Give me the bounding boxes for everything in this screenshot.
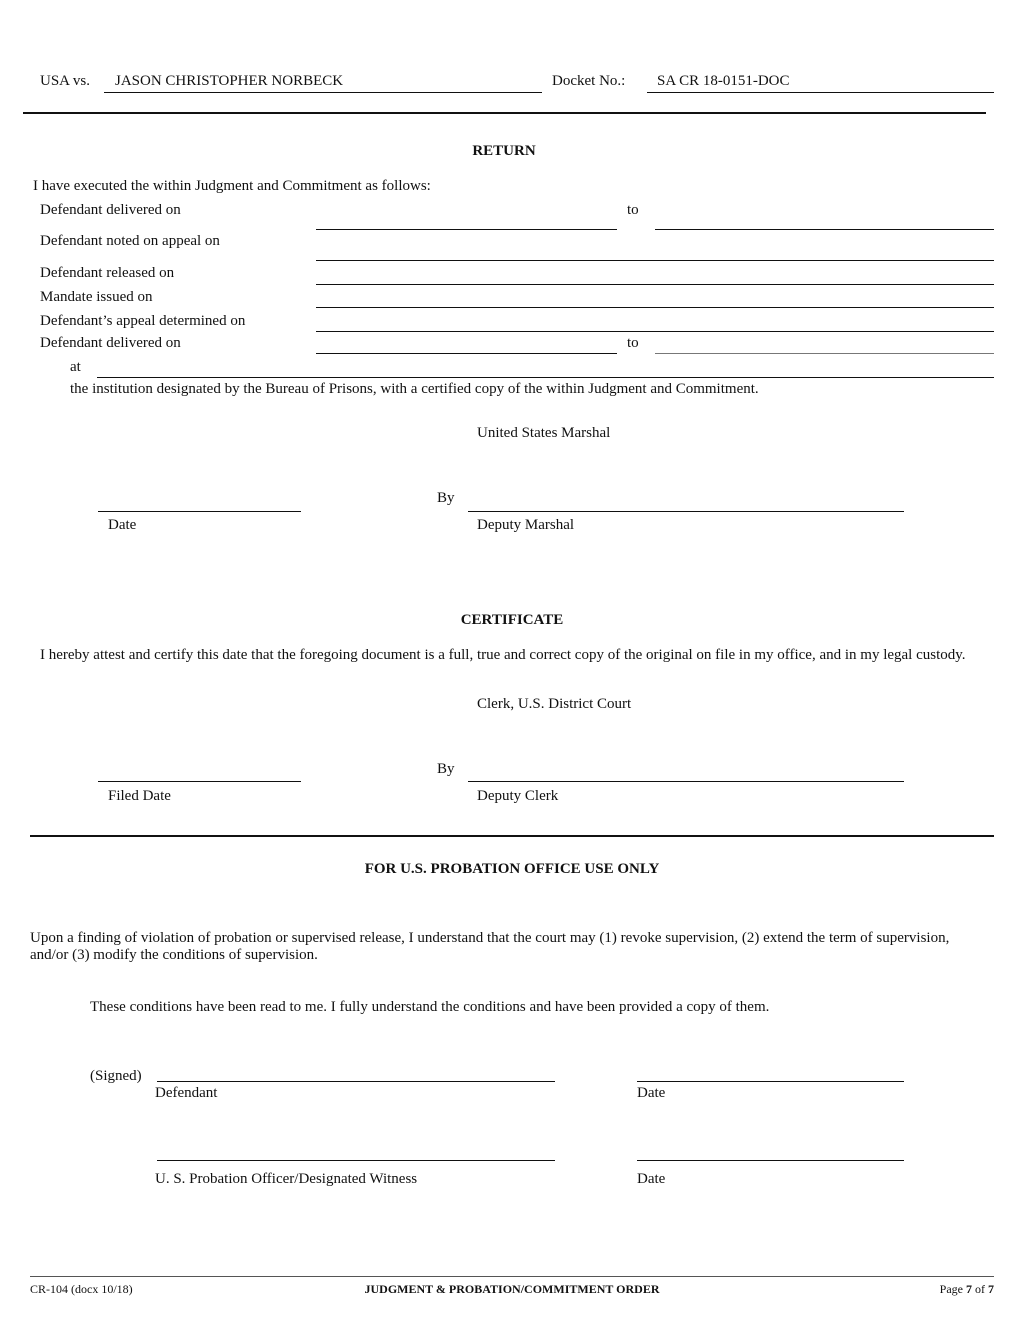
certificate-title: CERTIFICATE <box>460 612 564 628</box>
by-label: By <box>437 761 455 777</box>
return-row-to: to <box>627 202 639 218</box>
docket-number-line <box>647 92 994 93</box>
appeal-determined-line <box>316 331 994 332</box>
usa-vs-label: USA vs. <box>40 73 91 89</box>
defendant-name: JASON CHRISTOPHER NORBECK <box>115 73 344 89</box>
clerk-title: Clerk, U.S. District Court <box>477 696 632 712</box>
date-label: Date <box>637 1171 666 1187</box>
return-row-label: Defendant noted on appeal on <box>40 233 220 249</box>
return-row-label: Mandate issued on <box>40 289 153 305</box>
page-total: 7 <box>988 1282 994 1296</box>
institution-text: the institution designated by the Bureau of Prisons, with a certified copy of the within Judgment and Commitment. <box>70 381 759 397</box>
return-title: RETURN <box>472 143 536 159</box>
deputy-marshal-line <box>468 511 904 512</box>
at-line <box>97 377 994 378</box>
defendant-date-line <box>637 1081 904 1082</box>
date-label: Date <box>108 517 137 533</box>
deputy-clerk-line <box>468 781 904 782</box>
return-intro: I have executed the within Judgment and Commitment as follows: <box>33 178 431 194</box>
page-current: 7 <box>966 1282 972 1296</box>
signed-label: (Signed) <box>90 1068 142 1084</box>
date-label: Date <box>637 1085 666 1101</box>
return-row-label: Defendant delivered on <box>40 335 181 351</box>
deputy-marshal-label: Deputy Marshal <box>477 517 575 533</box>
defendant-name-line <box>104 92 542 93</box>
released-on-line <box>316 284 994 285</box>
conditions-text: These conditions have been read to me. I fully understand the conditions and have been provided a copy of them. <box>90 999 770 1015</box>
probation-title: FOR U.S. PROBATION OFFICE USE ONLY <box>364 861 660 877</box>
docket-number: SA CR 18-0151-DOC <box>657 73 790 89</box>
certificate-text: I hereby attest and certify this date that the foregoing document is a full, true and correct copy of the original on file in my office, and in my legal custody. <box>40 647 966 663</box>
officer-signature-line <box>157 1160 555 1161</box>
footer-title: JUDGMENT & PROBATION/COMMITMENT ORDER <box>364 1282 660 1296</box>
appeal-on-line <box>316 260 994 261</box>
footer-divider <box>30 1276 994 1277</box>
by-label: By <box>437 490 455 506</box>
officer-label: U. S. Probation Officer/Designated Witness <box>155 1171 418 1187</box>
page-prefix: Page <box>939 1282 963 1296</box>
return-row-label: Defendant’s appeal determined on <box>40 313 246 329</box>
section-divider <box>30 835 994 837</box>
defendant-label: Defendant <box>155 1085 218 1101</box>
filed-date-label: Filed Date <box>108 788 171 804</box>
defendant-signature-line <box>157 1081 555 1082</box>
return-row-label: Defendant released on <box>40 265 175 281</box>
delivered-on-line-2 <box>316 353 617 354</box>
officer-date-line <box>637 1160 904 1161</box>
mandate-issued-line <box>316 307 994 308</box>
deputy-clerk-label: Deputy Clerk <box>477 788 559 804</box>
delivered-to-line-2 <box>655 353 994 354</box>
docket-label: Docket No.: <box>552 73 626 89</box>
page-number <box>940 1280 994 1298</box>
form-id: CR-104 (docx 10/18) <box>30 1282 133 1296</box>
filed-date-line <box>98 781 301 782</box>
page-of: of <box>975 1282 985 1296</box>
delivered-on-line <box>316 229 617 230</box>
header-divider <box>23 112 986 114</box>
delivered-to-line <box>655 229 994 230</box>
probation-text: Upon a finding of violation of probation or supervised release, I understand that the court may (1) revoke supervision, (2) extend the term of supervision, and/or (3) modify the conditions of supervision. <box>30 930 950 963</box>
at-label: at <box>70 359 81 375</box>
return-row-label: Defendant delivered on <box>40 202 181 218</box>
marshal-title: United States Marshal <box>477 425 611 441</box>
marshal-date-line <box>98 511 301 512</box>
return-row-to: to <box>627 335 639 351</box>
